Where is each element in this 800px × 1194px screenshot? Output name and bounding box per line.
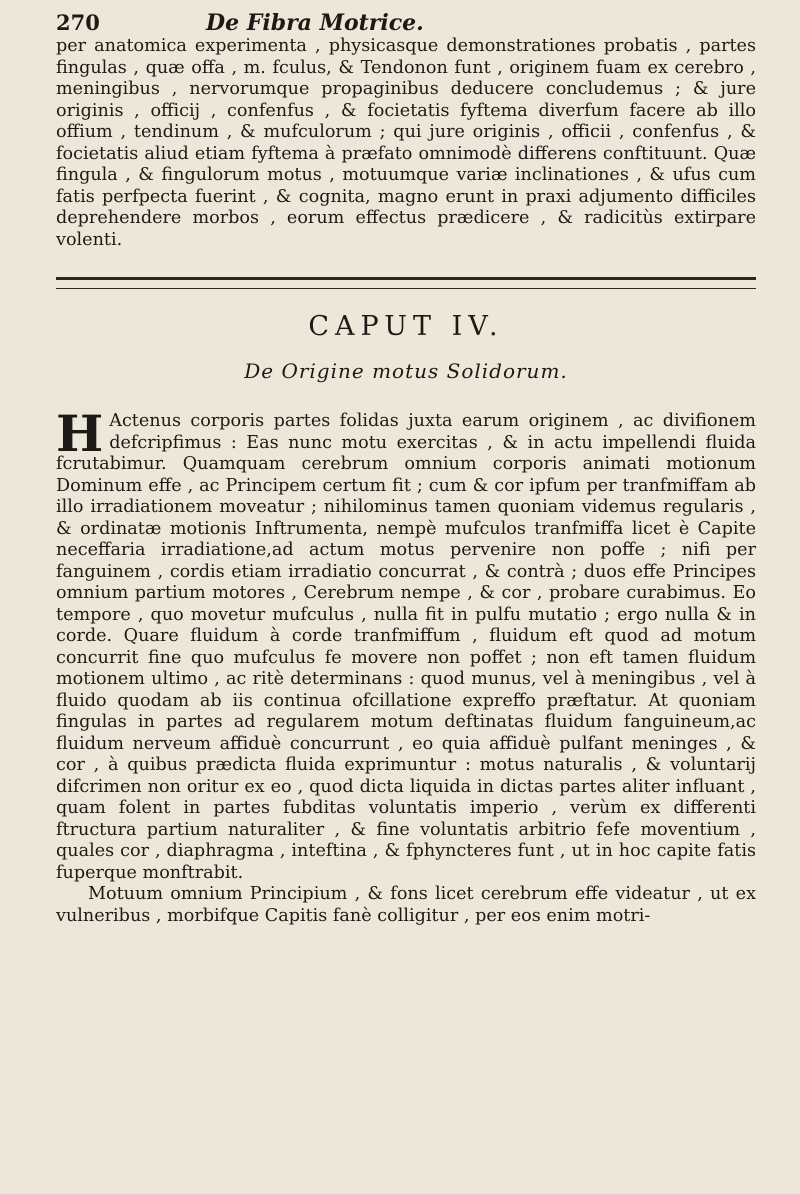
body-paragraph-2: Motuum omnium Principium , & fons licet cerebrum effe videatur , ut ex vulneribus , morbifque Capitis fanè colligitur , per eos enim motri- — [56, 884, 756, 926]
drop-cap: H — [56, 404, 104, 463]
ornamental-rule — [56, 277, 756, 289]
chapter-heading: CAPUT IV. — [308, 311, 504, 342]
running-title: De Fibra Motrice. — [206, 10, 424, 36]
chapter-subtitle: De Origine motus Solidorum. — [244, 359, 568, 383]
body-paragraph-1-text: Actenus corporis partes folidas juxta earum originem , ac divifionem defcripfimus : Eas nunc motu exercitas , & in actu impellendi fluida fcrutabimur. Quamquam cerebrum omnium corporis animati motionum Dominum effe , ac Principem certum fit ; cum & cor ipfum per tranfmiffam ab illo irradiationem moveatur ; nihilominus tamen quoniam videmus regularis , & ordinatæ motionis Inftrumenta, nempè mufculos tranfmiffa licet è Capite neceffaria irradiatione,ad actum motus pervenire non poffe ; nifi per fanguinem , cordis etiam irradiatio concurrat , & contrà ; duos effe Principes omnium partium motores , Cerebrum nempe , & cor , probare curabimus. Eo tempore , quo movetur mufculus , nulla fit in pulfu mutatio ; ergo nulla & in corde. Quare fluidum à corde tranfmiffum , fluidum eft quod ad motum concurrit fine quo mufculus fe movere non poffet ; non eft tamen fluidum motionem ultimo , ac ritè determinans : quod munus, vel à meningibus , vel à fluido quodam ab iis continua ofcillatione expreffo præftatur. At quoniam fingulas in partes ad regularem motum deftinatas fluidum fanguineum,ac fluidum nerveum affiduè concurrunt , eo quia affiduè pulfant meninges , & cor , à quibus prædicta fluida exprimuntur : motus naturalis , & voluntarij difcrimen non oritur ex eo , quod dicta liquida in dictas partes aliter influant , quam folent in partes fubditas voluntatis imperio , verùm ex differenti ftructura partium naturaliter , & fine voluntatis arbitrio fefe moventium , quales cor , diaphragma , inteftina , & fphyncteres funt , ut in hoc capite fatis fuperque monftrabit. — [56, 411, 756, 883]
running-head — [56, 10, 756, 36]
intro-paragraph: per anatomica experimenta , physicasque demonstrationes probatis , partes fingulas , quæ offa , m. fculus, & Tendonon funt , originem fuam ex cerebro , meningibus , nervorumque propaginibus deducere concludemus ; & jure originis , officij , confenfus , & focietatis fyftema diverfum facere ab illo offium , tendinum , & mufculorum ; qui jure originis , officii , confenfus , & focietatis aliud etiam fyftema à præfato omnimodè differens conftituunt. Quæ fingula , & fingulorum motus , motuumque variæ inclinationes , & ufus cum fatis perfpecta fuerint , & cognita, magno erunt in praxi adjumento difficiles deprehendere morbos , eorum effectus prædicere , & radicitùs extirpare volenti. — [56, 36, 756, 250]
body-paragraph-1 — [56, 404, 756, 884]
page-number: 270 — [56, 10, 100, 35]
chapter-body — [56, 404, 756, 927]
